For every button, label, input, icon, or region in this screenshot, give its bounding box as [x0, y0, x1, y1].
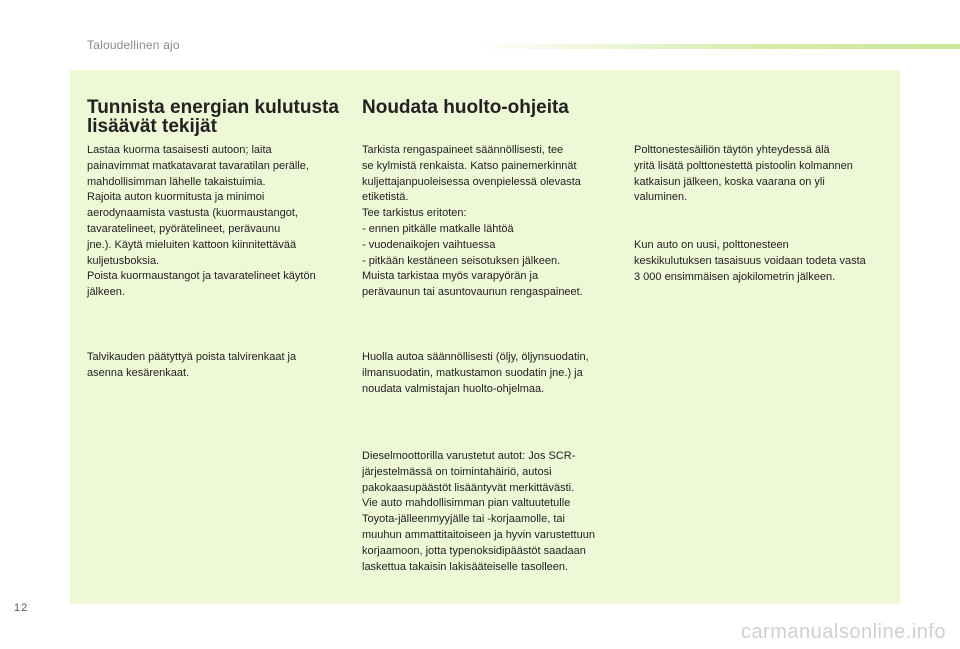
- section-title: Taloudellinen ajo: [87, 38, 180, 52]
- left-paragraph-loading: Lastaa kuorma tasaisesti autoon; laita painavimmat matkatavarat tavaratilan perälle, mahdollisimman lähelle takaistuimia. Rajoita auton kuormitusta ja minimoi aerodynaamista vastusta (kuormaustangot, tavaratelineet, pyörätelineet, perävaunu jne.). Käytä mieluiten kattoon kiinnitettävää kuljetusboksia. Poista kuormaustangot ja tavaratelineet käytön jälkeen.: [87, 144, 316, 299]
- watermark: carmanualsonline.info: [740, 621, 946, 643]
- header-rule: [470, 44, 960, 49]
- page-number: 12: [14, 602, 29, 614]
- middle-paragraph-service: Huolla autoa säännöllisesti (öljy, öljynsuodatin, ilmansuodatin, matkustamon suodatin jne.) ja noudata valmistajan huolto-ohjelmaa.: [362, 351, 589, 395]
- right-paragraph-new-car: Kun auto on uusi, polttonesteen keskikulutuksen tasaisuus voidaan todeta vasta 3 000 ensimmäisen ajokilometrin jälkeen.: [634, 239, 866, 283]
- right-paragraph-refuelling: Polttonestesäiliön täytön yhteydessä älä yritä lisätä polttonestettä pistoolin kolmannen katkaisun jälkeen, koska vaarana on yli valuminen.: [634, 144, 853, 204]
- left-paragraph-winter-tyres: Talvikauden päätyttyä poista talvirenkaat ja asenna kesärenkaat.: [87, 351, 297, 379]
- middle-paragraph-tyre-pressure: Tarkista rengaspaineet säännöllisesti, tee se kylmistä renkaista. Katso painemerkinnät kuljettajanpuoleisessa ovenpielessä olevasta etiketistä. Tee tarkistus eritoten: - ennen pitkälle matkalle lähtöä - vuodenaikojen vaihtuessa - pitkään kestäneen seisotuksen jälkeen. Muista tarkistaa myös varapyörän ja perävaunun tai asuntovaunun rengaspaineet.: [362, 144, 583, 299]
- left-heading: Tunnista energian kulutusta lisäävät tekijät: [87, 97, 339, 137]
- middle-heading: Noudata huolto-ohjeita: [362, 97, 569, 118]
- middle-paragraph-diesel-scr: Dieselmoottorilla varustetut autot: Jos SCR- järjestelmässä on toimintahäiriö, autosi pakokaasupäästöt lisääntyvät merkittävästi. Vie auto mahdollisimman pian valtuutetulle Toyota-jälleenmyyjälle tai -korjaamolle, tai muuhun ammattitaitoiseen ja hyvin varustettuun korjaamoon, jotta typenoksidipäästöt saadaan laskettua takaisin lakisääteiselle tasolleen.: [362, 450, 595, 573]
